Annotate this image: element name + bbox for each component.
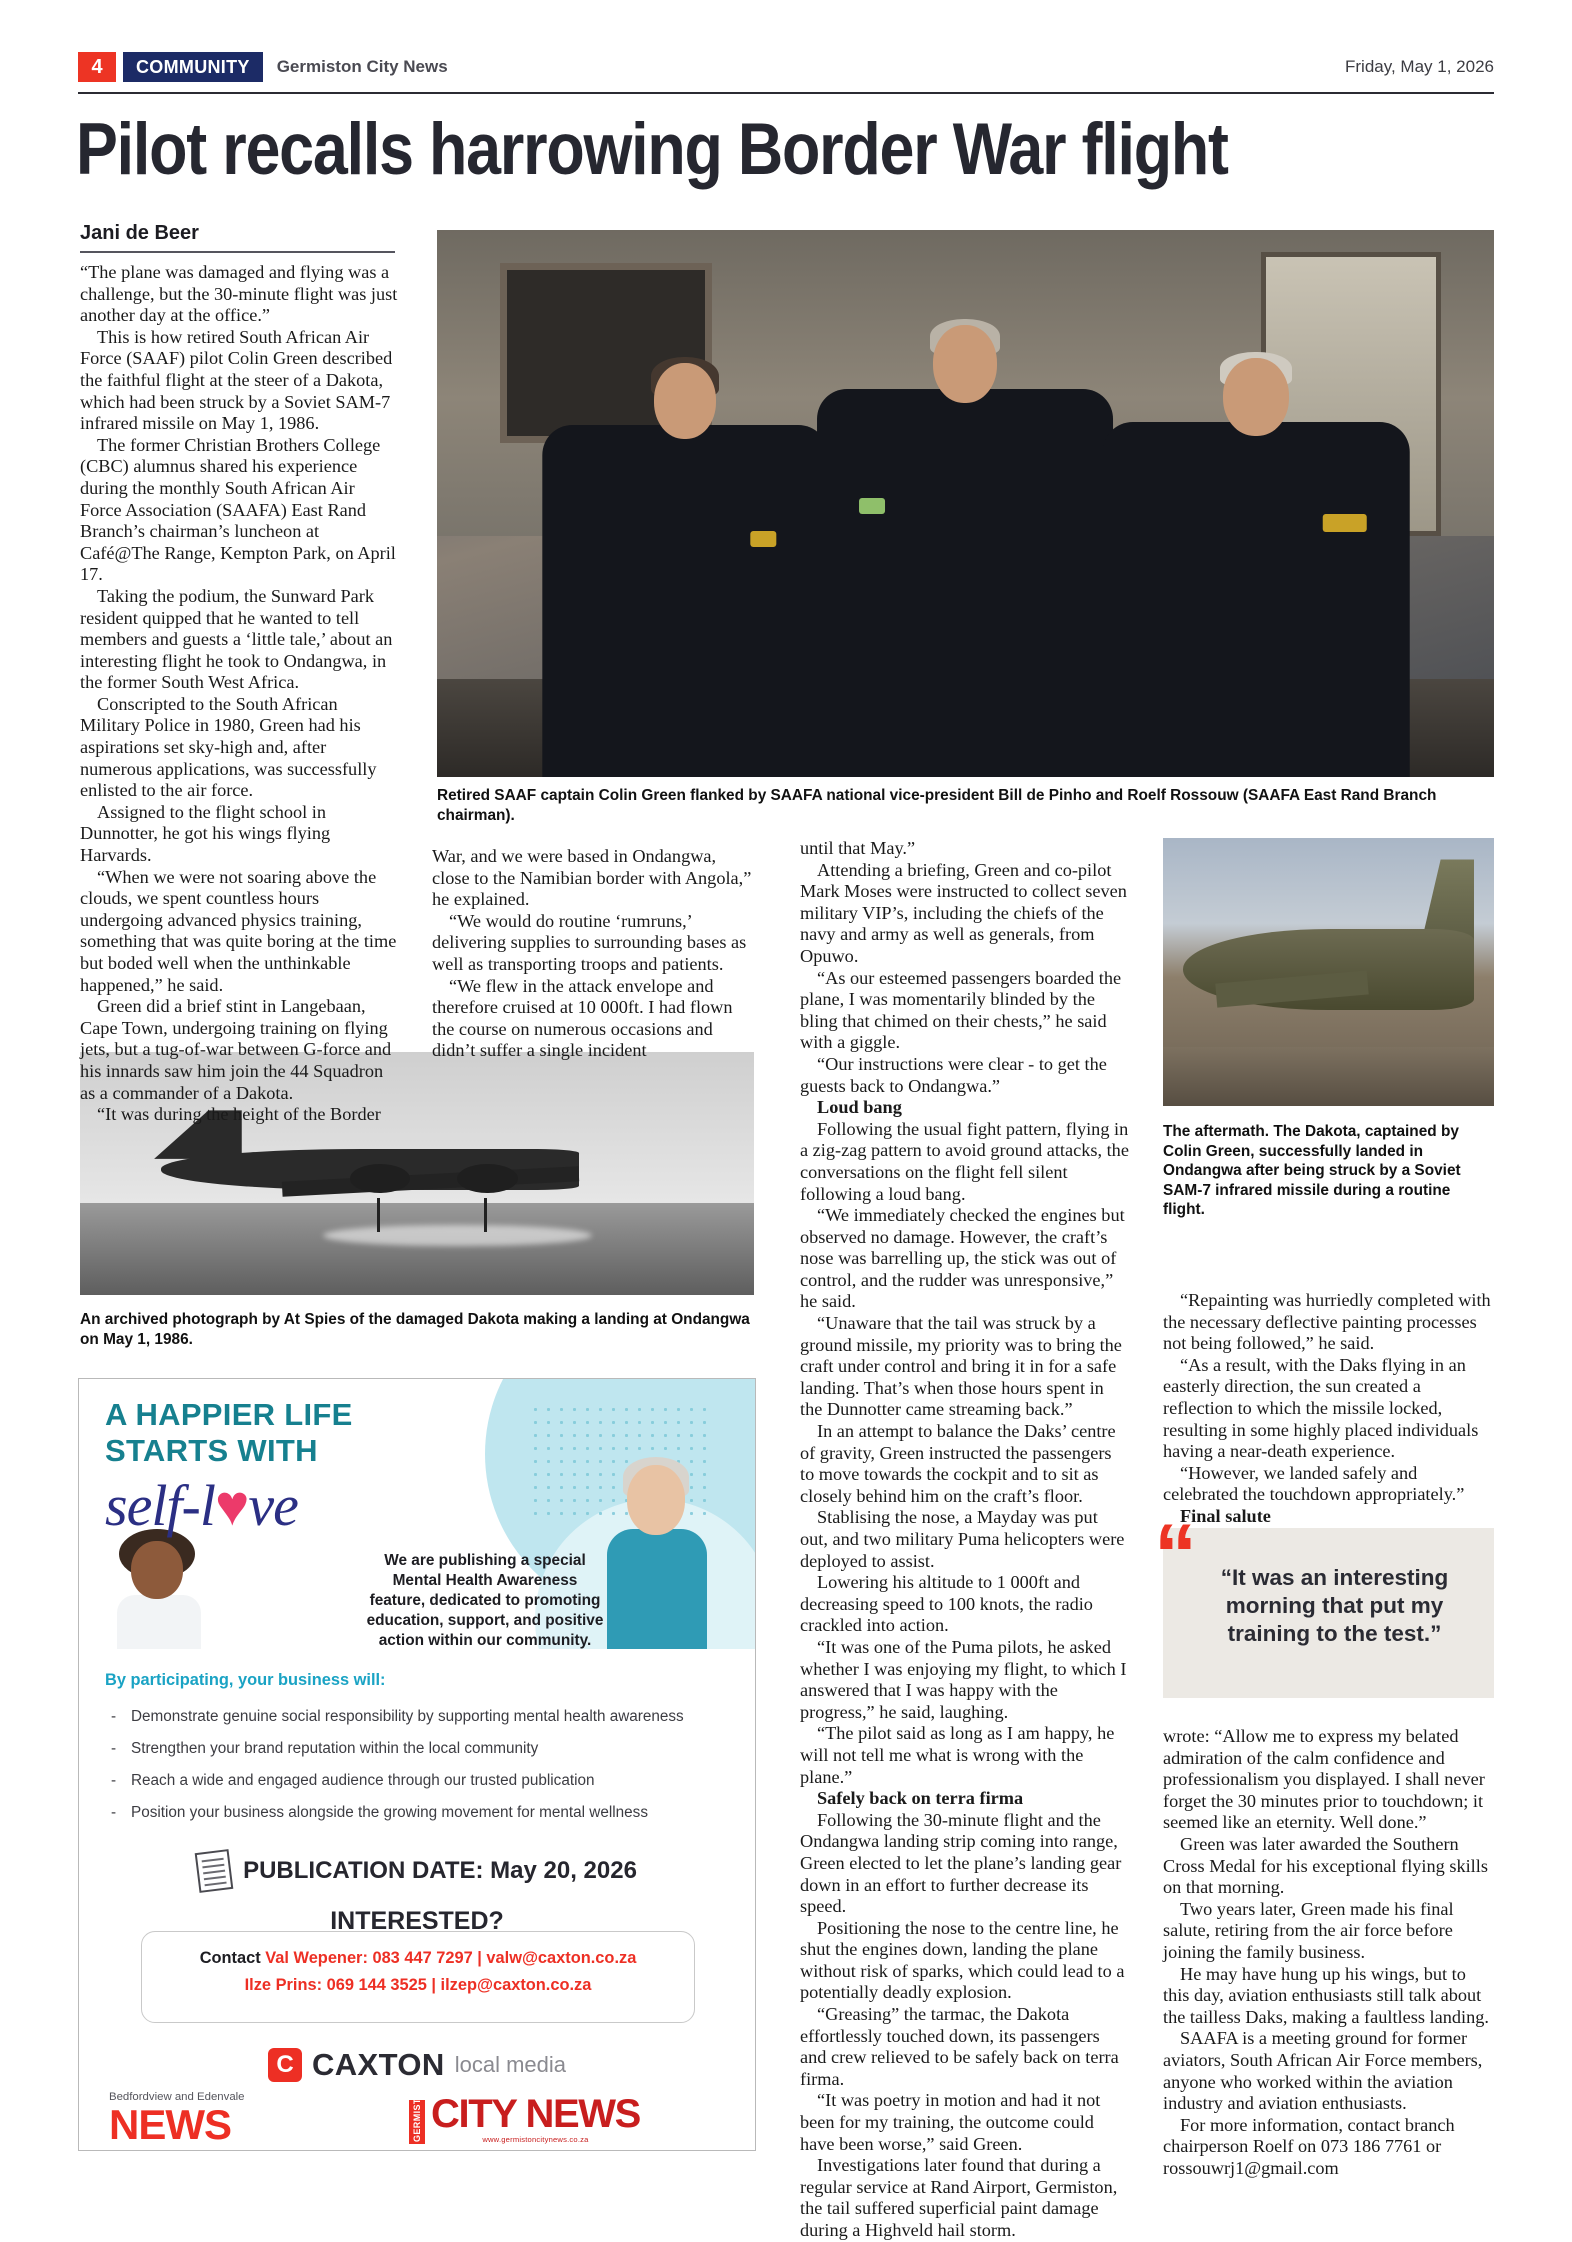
paragraph: SAAFA is a meeting ground for former aviators, South African Air Force members, anyone who worked within the aviation industry and aviation enthusiasts.: [1163, 2028, 1483, 2114]
caption-archive-photo: An archived photograph by At Spies of the damaged Dakota making a landing at Ondangwa on May 1, 1986.: [80, 1311, 750, 1348]
paragraph: until that May.”: [800, 838, 916, 858]
child-body: [117, 1595, 201, 1649]
paragraph: “As our esteemed passengers boarded the plane, I was momentarily blinded by the bling that chimed on their chests,” he said with a giggle.: [800, 967, 1122, 1053]
subheading-terra-firma: Safely back on terra firma: [817, 1788, 1024, 1809]
heart-icon: ♥: [214, 1473, 249, 1538]
person-right: [1103, 356, 1410, 777]
photo-child: [97, 1529, 221, 1649]
contact-ilze-prins[interactable]: Ilze Prins: 069 144 3525 | ilzep@caxton.co.za: [244, 1976, 592, 1994]
person-right-body: [1103, 422, 1410, 777]
benefit-item: - Demonstrate genuine social responsibility by supporting mental health awareness: [105, 1701, 725, 1733]
footer-logo-news: [109, 2091, 379, 2147]
caxton-logo: [79, 2047, 755, 2083]
header-divider: [78, 92, 1494, 94]
page-headline: Pilot recalls harrowing Border War flight: [76, 109, 1228, 190]
child-head: [131, 1541, 183, 1599]
paragraph: “Repainting was hurriedly completed with the necessary deflective painting processes not being followed,” he said.: [1163, 1290, 1491, 1354]
archive-engine-right: [457, 1164, 518, 1193]
advert-interested-label: INTERESTED?: [330, 1907, 504, 1935]
advert-contact-details[interactable]: [141, 1945, 695, 1999]
woman-head: [627, 1465, 685, 1535]
paragraph: “The pilot said as long as I am happy, he will not tell me what is wrong with the plane.”: [800, 1723, 1115, 1787]
caxton-tagline: local media: [454, 2052, 566, 2077]
paragraph: In an attempt to balance the Daks’ centre of gravity, Green instructed the passengers to move towards the cockpit and to sit as closely behind him on the craft’s floor.: [800, 1421, 1116, 1506]
paragraph: He may have hung up his wings, but to this day, aviation enthusiasts still talk about the tailless Daks, making a faultless landing.: [1163, 1963, 1489, 2027]
advert-heading-line2: STARTS WITH: [105, 1433, 318, 1468]
quote-mark-icon: “: [1154, 1507, 1197, 1603]
footer-germiston-label: GERMISTON: [409, 2100, 425, 2144]
section-label: COMMUNITY: [123, 52, 263, 82]
paragraph: “It was during the height of the Border: [97, 1104, 381, 1125]
article-column-3: [800, 838, 1130, 2242]
paragraph: For more information, contact branch chairperson Roelf on 073 186 7761 or rossouwrj1@gmail.com: [1163, 2114, 1455, 2178]
caption-aftermath-photo: The aftermath. The Dakota, captained by Colin Green, successfully landed in Ondangwa after being struck by a Soviet SAM-7 infrared missile during a routine flight.: [1163, 1123, 1461, 1218]
photo-woman: [583, 1465, 733, 1649]
archive-engine-left: [350, 1164, 411, 1193]
article-column-4-lower: [1163, 1726, 1493, 2179]
paragraph: Assigned to the flight school in Dunnotter, he got his wings flying Harvards.: [80, 801, 331, 866]
script-text-pre: self-l: [105, 1473, 215, 1538]
archive-landing-gear-right: [484, 1198, 487, 1232]
caxton-wordmark: CAXTON: [311, 2047, 445, 2082]
footer-city-news-block: [431, 2093, 640, 2144]
contact-line-1[interactable]: [141, 1945, 695, 1972]
paragraph: This is how retired South African Air Force (SAAF) pilot Colin Green described the faithful flight at the steer of a Dakota, which had been struck by a Soviet SAM-7 infrared missile on May 1, 1986.: [80, 326, 393, 434]
shirt-badge: [751, 531, 777, 547]
article-column-2: [432, 846, 754, 1062]
paragraph: “It was poetry in motion and had it not been for my training, the outcome could have been worse,” said Green.: [800, 2090, 1101, 2154]
advert-body-text: We are publishing a special Mental Health Awareness feature, dedicated to promoting education, support, and positive action within our community.: [366, 1552, 604, 1649]
subheading-loud-bang: Loud bang: [817, 1097, 902, 1118]
paragraph: Attending a briefing, Green and co-pilot Mark Moses were instructed to collect seven military VIP’s, including the chiefs of the navy and army as well as generals, from Opuwo.: [800, 859, 1127, 966]
benefit-item: - Position your business alongside the growing movement for mental wellness: [105, 1797, 725, 1829]
paragraph: “Unaware that the tail was struck by a ground missile, my priority was to bring the craft under control and bring it in for a safe landing. That’s when those hours spent in the Dunnotter came streaming back.”: [800, 1313, 1122, 1420]
paragraph: “We flew in the attack envelope and therefore cruised at 10 000ft. I had flown the course on numerous occasions and didn’t suffer a single incident: [432, 975, 733, 1061]
paragraph: War, and we were based in Ondangwa, close to the Namibian border with Angola,” he explained.: [432, 846, 752, 910]
footer-news-wordmark: NEWS: [109, 2101, 231, 2148]
paragraph: Following the usual fight pattern, flying in a zig-zag pattern to avoid ground attacks, the conversations on the flight fell silent following a loud bang.: [800, 1118, 1129, 1204]
paragraph: Positioning the nose to the centre line, he shut the engines down, landing the plane without risk of sparks, which could lead to a potentially deadly explosion.: [800, 1917, 1125, 2003]
byline-divider: [80, 251, 395, 253]
footer-logo-city-news: [409, 2084, 640, 2144]
paragraph: The former Christian Brothers College (CBC) alumnus shared his experience during the monthly South African Air Force Association (SAAFA) East Rand Branch’s chairman’s luncheon at Café@The Range, Kempton Park, on April 17.: [80, 434, 396, 585]
page-number-badge: 4: [78, 52, 116, 82]
caption-main-photo: Retired SAAF captain Colin Green flanked by SAAFA national vice-president Bill de Pinho and Roelf Rossouw (SAAFA East Rand Branch chairman).: [437, 787, 1437, 824]
paragraph: “As a result, with the Daks flying in an easterly direction, the sun created a reflection to which the missile locked, resulting in some highly placed individuals having a near-death experience.: [1163, 1354, 1479, 1462]
advert-publication-date: PUBLICATION DATE: May 20, 2026: [243, 1857, 637, 1884]
benefit-item: - Strengthen your brand reputation within the local community: [105, 1733, 725, 1765]
person-left: [543, 361, 828, 777]
issue-date: Friday, May 1, 2026: [1345, 57, 1494, 76]
publication-name: Germiston City News: [276, 57, 448, 76]
advert-benefits-list: [105, 1701, 725, 1829]
subheading-final-salute: Final salute: [1180, 1505, 1271, 1526]
paragraph: “It was one of the Puma pilots, he asked whether I was enjoying my flight, to which I answered that I was happy with the progress,” he said, laughing.: [800, 1636, 1127, 1722]
wings-emblem: [1323, 514, 1367, 532]
byline-block: [80, 222, 395, 253]
caxton-mark-icon: C: [268, 2048, 302, 2082]
article-column-1: [80, 262, 398, 1126]
advertisement-mental-health[interactable]: [78, 1378, 756, 2151]
person-middle: [818, 323, 1114, 777]
paragraph: “Greasing” the tarmac, the Dakota effortlessly touched down, its passengers and crew relieved to be safely back on terra firma.: [800, 2004, 1119, 2089]
person-left-body: [543, 425, 828, 777]
person-middle-head: [933, 325, 997, 403]
paragraph: Taking the podium, the Sunward Park resident quipped that he wanted to tell members and guests a ‘little tale,’ about an interesting flight he took to Ondangwa, in the former South West Africa.: [80, 585, 393, 693]
advert-benefits-heading: By participating, your business will:: [105, 1671, 386, 1689]
photo-ground: [1163, 1047, 1494, 1106]
footer-city-news-wordmark: CITY NEWS: [431, 2092, 640, 2136]
paragraph: Two years later, Green made his final salute, retiring from the air force before joining the family business.: [1163, 1898, 1454, 1962]
script-text-post: ve: [248, 1473, 298, 1538]
paragraph: “The plane was damaged and flying was a challenge, but the 30-minute flight was just another day at the office.”: [80, 262, 398, 326]
pull-quote-text: “It was an interesting morning that put my training to the test.”: [1220, 1565, 1449, 1646]
paragraph: wrote: “Allow me to express my belated admiration of the calm confidence and professionalism you displayed. I shall never forget the 30 minutes prior to touchdown; it seemed like an eternity. Well done.”: [1163, 1726, 1485, 1833]
advert-hero: [79, 1379, 755, 1649]
woman-body: [607, 1529, 707, 1649]
paragraph: Green was later awarded the Southern Cross Medal for his exceptional flying skills on that morning.: [1163, 1833, 1488, 1898]
person-right-head: [1223, 358, 1289, 436]
paragraph: “When we were not soaring above the clouds, we spent countless hours undergoing advanced physics training, something that was quite boring at the time but boded well when the unthinkable happened,” he said.: [80, 866, 397, 995]
footer-edition-label: Bedfordview and Edenvale: [109, 2091, 245, 2103]
masthead: [78, 50, 1494, 84]
person-left-head: [654, 363, 716, 439]
paragraph: “We would do routine ‘rumruns,’ delivering supplies to surrounding bases as well as transporting troops and patients.: [432, 910, 747, 974]
paragraph: “Our instructions were clear - to get the guests back to Ondangwa.”: [800, 1053, 1107, 1096]
footer-website-url: www.germistoncitynews.co.za: [482, 2135, 589, 2144]
person-middle-body: [818, 389, 1114, 777]
benefit-item: - Reach a wide and engaged audience through our trusted publication: [105, 1765, 725, 1797]
paragraph: Investigations later found that during a regular service at Rand Airport, Germiston, the tail suffered superficial paint damage during a Highveld hail storm.: [800, 2155, 1118, 2240]
contact-label: Contact: [199, 1949, 261, 1967]
advert-script-logo: [105, 1475, 298, 1537]
paragraph: Lowering his altitude to 1 000ft and decreasing speed to 100 knots, the radio crackled into action.: [800, 1572, 1093, 1636]
newspaper-icon: [195, 1849, 234, 1893]
paragraph: Stablising the nose, a Mayday was put out, and two military Puma helicopters were deployed to assist.: [800, 1507, 1125, 1571]
advert-heading: [105, 1397, 353, 1469]
advert-publication-date-row: [79, 1851, 755, 1891]
paragraph: Following the 30-minute flight and the Ondangwa landing strip coming into range, Green elected to let the plane’s landing gear down in an effort to further decrease its speed.: [800, 1809, 1122, 1917]
archive-landing-gear-left: [377, 1198, 380, 1232]
contact-val-wepener[interactable]: Val Wepener: 083 447 7297 | valw@caxton.co.za: [265, 1949, 637, 1967]
paragraph: Conscripted to the South African Military Police in 1980, Green had his aspirations set sky-high and, after numerous applications, was successfully enlisted to the air force.: [80, 693, 377, 801]
paragraph: Green did a brief stint in Langebaan, Cape Town, undergoing training on flying jets, but a tug-of-war between G-force and his innards saw him join the 44 Squadron as a commander of a Dakota.: [80, 996, 392, 1103]
name-tag: [859, 498, 885, 514]
photo-colin-green-group: [437, 230, 1494, 777]
paragraph: “However, we landed safely and celebrated the touchdown appropriately.”: [1163, 1462, 1465, 1505]
advert-heading-line1: A HAPPIER LIFE: [105, 1397, 353, 1432]
photo-damaged-dakota: [1163, 838, 1494, 1106]
byline-author: Jani de Beer: [80, 222, 199, 244]
paragraph: “We immediately checked the engines but observed no damage. However, the craft’s nose was barrelling up, the stick was out of control, and the rudder was unresponsive,” he said.: [800, 1205, 1125, 1312]
photo-runway: [80, 1203, 754, 1295]
